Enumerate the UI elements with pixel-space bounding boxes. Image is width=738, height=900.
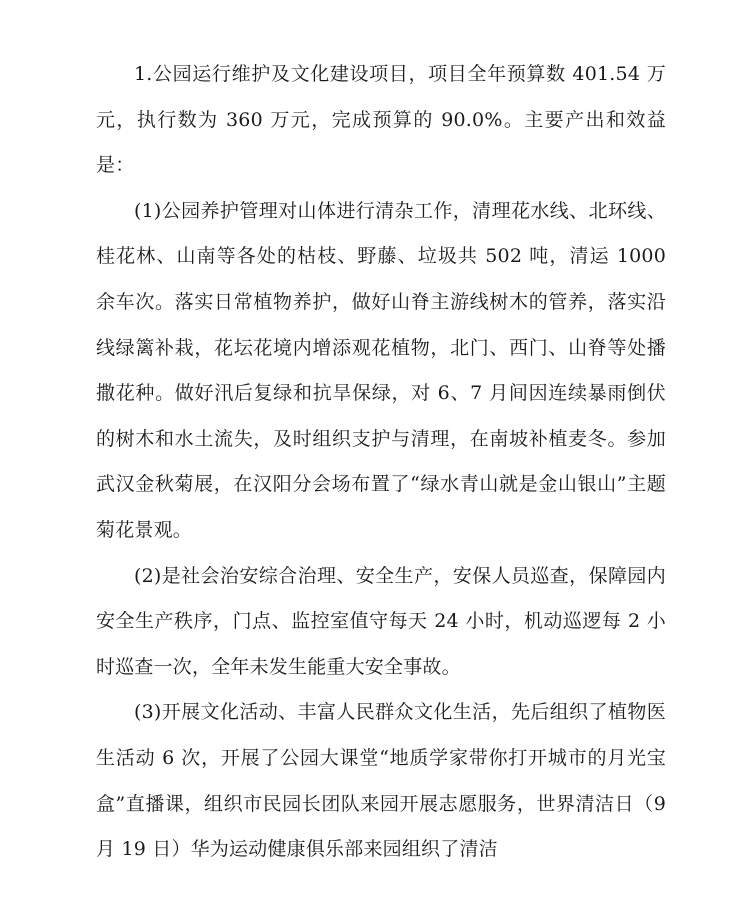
paragraph-security: (2)是社会治安综合治理、安全生产，安保人员巡查，保障园内安全生产秩序，门点、监控室值守每天 24 小时，机动巡逻每 2 小时巡查一次，全年未发生能重大安全事故。 — [96, 564, 666, 678]
paragraph-cultural-activities: (3)开展文化活动、丰富人民群众文化生活，先后组织了植物医生活动 6 次，开展了公园大课堂“地质学家带你打开城市的月光宝盒”直播课，组织市民园长团队来园开展志愿服务，世界清洁日（9 月 19 日）华为运动健康俱乐部来园组织了清洁 — [96, 701, 666, 861]
paragraph-project-summary: 1.公园运行维护及文化建设项目，项目全年预算数 401.54 万元，执行数为 360 万元，完成预算的 90.0%。主要产出和效益是： — [96, 63, 666, 177]
paragraph-park-maintenance: (1)公园养护管理对山体进行清杂工作，清理花水线、北环线、桂花林、山南等各处的枯枝、野藤、垃圾共 502 吨，清运 1000 余车次。落实日常植物养护，做好山脊主游线树木的管养，落实沿线绿篱补栽，花坛花境内增添观花植物，北门、西门、山脊等处播撒花种。做好汛后复绿和抗旱保绿，对 6、7 月间因连续暴雨倒伏的树木和水土流失，及时组织支护与清理，在南坡补植麦冬。参加武汉金秋菊展，在汉阳分会场布置了“绿水青山就是金山银山”主题菊花景观。 — [96, 199, 666, 541]
